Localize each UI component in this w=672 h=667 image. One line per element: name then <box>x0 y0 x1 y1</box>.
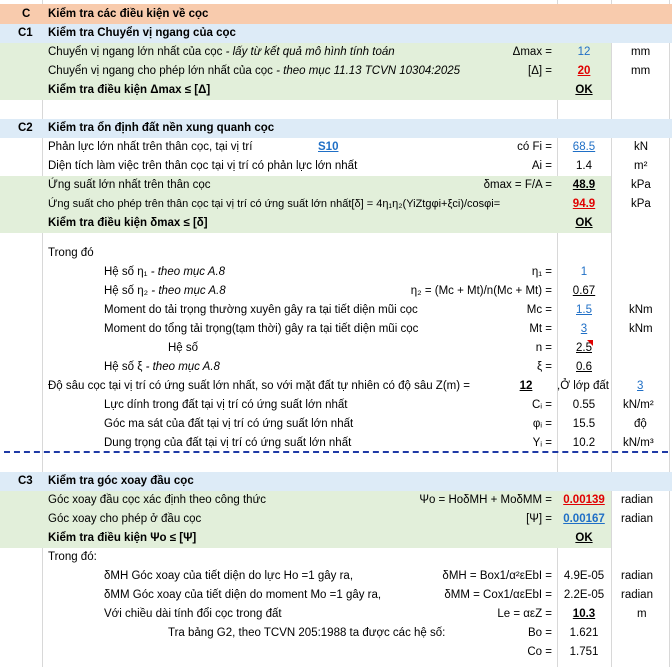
row-value: 94.9 <box>572 198 596 210</box>
row-value: 0.00139 <box>563 494 605 506</box>
row-symbol: δmax = F/A = <box>483 179 552 191</box>
row-label: Hệ số <box>168 342 199 354</box>
row-symbol: Bo = <box>528 627 552 639</box>
row-symbol: Cᵢ = <box>531 399 552 411</box>
row-unit: kPa <box>631 198 651 210</box>
row-unit: radian <box>621 494 653 506</box>
row-symbol: có Fi = <box>517 141 552 153</box>
check-label: Kiểm tra điều kiện Ψo ≤ [Ψ] <box>48 532 197 544</box>
row-symbol: [Ψ] = <box>526 513 552 525</box>
row-unit: kN/m³ <box>623 437 654 449</box>
row-unit: m² <box>634 160 648 172</box>
row-label: Ứng suất lớn nhất trên thân cọc <box>48 179 211 191</box>
row-value: 1.4 <box>576 160 592 172</box>
row-label: Moment do tổng tải trọng(tạm thời) gây ra tại tiết diện mũi cọc <box>104 323 419 335</box>
section-note: Trong đó: <box>48 551 97 563</box>
position-value[interactable]: S10 <box>318 141 339 153</box>
row-symbol: η₁ = <box>531 266 552 278</box>
row-label: Chuyển vị ngang lớn nhất của cọc - lấy từ kết quả mô hình tính toán <box>48 46 395 58</box>
check-label: Kiểm tra điều kiện δmax ≤ [δ] <box>48 217 208 229</box>
row-symbol: [Δ] = <box>528 65 552 77</box>
row-unit: mm <box>631 46 651 58</box>
row-value: 10.2 <box>572 437 596 449</box>
section-code: C3 <box>18 475 33 487</box>
row-value[interactable]: 12 <box>577 46 591 58</box>
row-symbol: δMH = Box1/α²εEbI = <box>442 570 552 582</box>
row-symbol: Mc = <box>526 304 552 316</box>
row-value: 4.9E-05 <box>563 570 605 582</box>
depth-value: 12 <box>519 380 533 392</box>
row-label: Hệ số ξ - theo mục A.8 <box>104 361 220 373</box>
grid-line <box>611 0 612 667</box>
row-value[interactable]: 1.5 <box>576 304 592 316</box>
row-label: Hệ số η₂ - theo mục A.8 <box>104 285 226 297</box>
row-unit: mm <box>631 65 651 77</box>
row-label: Độ sâu cọc tại vị trí có ứng suất lớn nhất, so với mặt đất tự nhiên có độ sâu Z(m) = <box>48 380 470 392</box>
row-label: Phản lực lớn nhất trên thân cọc, tại vị trí <box>48 141 253 153</box>
row-value[interactable]: 68.5 <box>572 141 596 153</box>
section-title: Kiểm tra ổn định đất nền xung quanh cọc <box>48 122 275 134</box>
row-symbol: η₂ = (Mc + Mt)/n(Mc + Mt) = <box>410 285 552 297</box>
row-unit: kNm <box>629 304 653 316</box>
row-unit: kNm <box>629 323 653 335</box>
section-note: Trong đó <box>48 247 94 259</box>
comment-marker-icon <box>587 340 593 346</box>
row-value: 2.2E-05 <box>563 589 605 601</box>
row-symbol: ξ = <box>536 361 552 373</box>
row-value: 0.00167 <box>563 513 605 525</box>
section-code: C2 <box>18 122 33 134</box>
row-label: Dung trọng của đất tại vị trí có ứng suất lớn nhất <box>104 437 352 449</box>
row-symbol: Le = αεZ = <box>497 608 552 620</box>
section-divider <box>4 451 668 453</box>
layer-label: ,Ở lớp đất <box>557 380 609 392</box>
row-unit: kPa <box>631 179 651 191</box>
row-value: 1.751 <box>569 646 599 658</box>
section-code: C1 <box>18 27 33 39</box>
section-title: Kiểm tra Chuyển vị ngang của cọc <box>48 27 236 39</box>
row-symbol: Mt = <box>529 323 552 335</box>
row-label: Tra bảng G2, theo TCVN 205:1988 ta được các hệ số: <box>168 627 446 639</box>
row-value[interactable]: 1 <box>580 266 588 278</box>
row-value: 10.3 <box>572 608 596 620</box>
row-label: Góc xoay đầu cọc xác định theo công thức <box>48 494 267 506</box>
row-unit: m <box>637 608 647 620</box>
row-label: Diện tích làm việc trên thân cọc tại vị trí có phản lực lớn nhất <box>48 160 358 172</box>
row-value: 15.5 <box>572 418 596 430</box>
row-value: 0.67 <box>572 285 596 297</box>
row-value: 48.9 <box>572 179 596 191</box>
row-symbol: φᵢ = <box>532 418 552 430</box>
row-symbol: Ai = <box>531 160 552 172</box>
row-value: 2.5 <box>576 342 592 354</box>
check-result: OK <box>575 84 593 96</box>
row-unit: độ <box>634 418 647 430</box>
check-label: Kiểm tra điều kiện Δmax ≤ [Δ] <box>48 84 211 96</box>
row-symbol: Δmax = <box>512 46 552 58</box>
layer-value[interactable]: 3 <box>637 380 644 392</box>
row-symbol: Yᵢ = <box>532 437 552 449</box>
row-label: Hệ số η₁ - theo mục A.8 <box>104 266 226 278</box>
row-value: 0.55 <box>572 399 596 411</box>
row-label: δMH Góc xoay của tiết diện do lực Ho =1 gây ra, <box>104 570 354 582</box>
row-label: Với chiều dài tính đổi cọc trong đất <box>104 608 282 620</box>
row-unit: kN/m² <box>623 399 654 411</box>
row-label: Moment do tải trọng thường xuyên gây ra tại tiết diện mũi cọc <box>104 304 418 316</box>
row-label: Ứng suất cho phép trên thân cọc tại vị trí có ứng suất lớn nhất[δ] = 4η₁η₂(YiZtgφi+ξci)/cosφi= <box>48 198 501 210</box>
row-symbol: Co = <box>527 646 552 658</box>
row-label: Lực dính trong đất tại vị trí có ứng suất lớn nhất <box>104 399 348 411</box>
row-unit: kN <box>634 141 649 153</box>
grid-line <box>669 0 670 667</box>
row-label: δMM Góc xoay của tiết diện do moment Mo =1 gây ra, <box>104 589 382 601</box>
row-unit: radian <box>621 589 653 601</box>
check-result: OK <box>575 217 593 229</box>
check-result: OK <box>575 532 593 544</box>
row-value[interactable]: 20 <box>577 65 591 77</box>
row-symbol: δMM = Cox1/αεEbI = <box>444 589 552 601</box>
row-label: Góc xoay cho phép ở đầu cọc <box>48 513 202 525</box>
row-symbol: n = <box>535 342 552 354</box>
section-title: Kiểm tra góc xoay đầu cọc <box>48 475 194 487</box>
grid-line <box>42 0 43 667</box>
row-unit: radian <box>621 513 653 525</box>
section-title: Kiểm tra các điều kiện về cọc <box>48 8 209 20</box>
row-label: Góc ma sát của đất tại vị trí có ứng suất lớn nhất <box>104 418 354 430</box>
row-value[interactable]: 3 <box>580 323 588 335</box>
row-unit: radian <box>621 570 653 582</box>
row-value: 1.621 <box>569 627 599 639</box>
row-value: 0.6 <box>576 361 592 373</box>
row-label: Chuyển vị ngang cho phép lớn nhất của cọc - theo mục 11.13 TCVN 10304:2025 <box>48 65 461 77</box>
section-code: C <box>22 8 31 20</box>
row-symbol: Ψo = HoδMH + MoδMM = <box>419 494 552 506</box>
